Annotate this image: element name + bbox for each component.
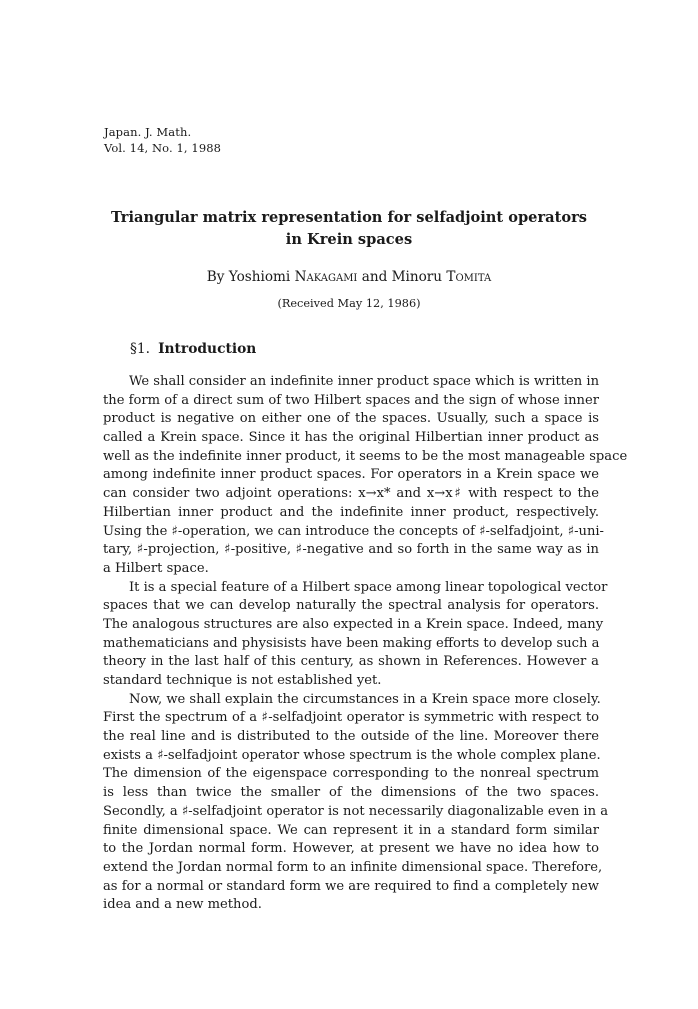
body-text bbox=[103, 373, 628, 915]
paragraph-line: standard technique is not established yet. bbox=[103, 673, 382, 688]
paragraph-line: can consider two adjoint operations: x→x* and x→x♯ with respect to the bbox=[103, 486, 599, 502]
paragraph-line: extend the Jordan normal form to an infinite dimensional space. Therefore, bbox=[103, 859, 603, 875]
paragraph-line: finite dimensional space. We can represent it in a standard form similar bbox=[103, 822, 599, 838]
journal-volume: Vol. 14, No. 1, 1988 bbox=[104, 141, 222, 155]
paper-title-line-1: Triangular matrix representation for selfadjoint operators bbox=[110, 209, 587, 226]
journal-name: Japan. J. Math. bbox=[104, 125, 192, 139]
author-and-first-name: and Minoru bbox=[361, 269, 443, 285]
paragraph-line: The analogous structures are also expected in a Krein space. Indeed, many bbox=[103, 616, 604, 632]
paper-title-line-2: in Krein spaces bbox=[285, 231, 413, 248]
paragraph-line: Now, we shall explain the circumstances in a Krein space more closely. bbox=[129, 691, 601, 707]
author-by-first-name: By Yoshiomi bbox=[206, 269, 291, 285]
paragraph-line: The dimension of the eigenspace corresponding to the nonreal spectrum bbox=[103, 766, 599, 782]
paragraph-line: We shall consider an indefinite inner product space which is written in bbox=[129, 374, 600, 389]
paragraph-line: Using the ♯-operation, we can introduce the concepts of ♯-selfadjoint, ♯-uni- bbox=[103, 523, 604, 539]
paragraph-line: called a Krein space. Since it has the original Hilbertian inner product as bbox=[103, 430, 599, 446]
section-number: §1. bbox=[130, 341, 151, 357]
paragraph-line: product is negative on either one of the spaces. Usually, such a space is bbox=[103, 411, 599, 427]
paragraph-line: mathematicians and physisists have been making efforts to develop such a bbox=[103, 635, 600, 651]
section-heading bbox=[130, 341, 256, 357]
author-line bbox=[90, 269, 608, 285]
paragraph-line: the form of a direct sum of two Hilbert spaces and the sign of whose inner bbox=[103, 392, 599, 408]
paragraph-line: theory in the last half of this century, as shown in References. However a bbox=[103, 654, 599, 670]
paragraph-line: as for a normal or standard form we are required to find a completely new bbox=[103, 878, 599, 894]
paper-title bbox=[90, 207, 608, 251]
paragraph-line: tary, ♯-projection, ♯-positive, ♯-negative and so forth in the same way as in bbox=[103, 542, 599, 558]
paragraph-line: Hilbertian inner product and the indefinite inner product, respectively. bbox=[103, 504, 599, 520]
paragraph-line: to the Jordan normal form. However, at present we have no idea how to bbox=[103, 841, 599, 857]
paragraph-line: spaces that we can develop naturally the spectral analysis for operators. bbox=[103, 598, 599, 614]
paragraph-line: among indefinite inner product spaces. For operators in a Krein space we bbox=[103, 467, 599, 483]
paragraph-line: well as the indefinite inner product, it seems to be the most manageable space bbox=[103, 448, 628, 464]
paragraph-line: the real line and is distributed to the outside of the line. Moreover there bbox=[103, 729, 599, 745]
paragraph-line: First the spectrum of a ♯-selfadjoint operator is symmetric with respect to bbox=[103, 710, 599, 726]
author-1-surname: Nakagami bbox=[294, 269, 358, 285]
paragraph-line: a Hilbert space. bbox=[103, 560, 209, 576]
paragraph-line: idea and a new method. bbox=[103, 897, 262, 913]
paragraph-line: Secondly, a ♯-selfadjoint operator is not necessarily diagonalizable even in a bbox=[103, 803, 609, 819]
received-date: (Received May 12, 1986) bbox=[277, 297, 421, 310]
journal-citation bbox=[104, 124, 221, 156]
section-title: Introduction bbox=[158, 341, 257, 357]
paragraph-line: exists a ♯-selfadjoint operator whose spectrum is the whole complex plane. bbox=[103, 747, 601, 763]
paragraph-line: It is a special feature of a Hilbert space among linear topological vector bbox=[129, 579, 608, 595]
paragraph-line: is less than twice the smaller of the dimensions of the two spaces. bbox=[103, 785, 599, 801]
author-2-surname: Tomita bbox=[446, 269, 492, 285]
